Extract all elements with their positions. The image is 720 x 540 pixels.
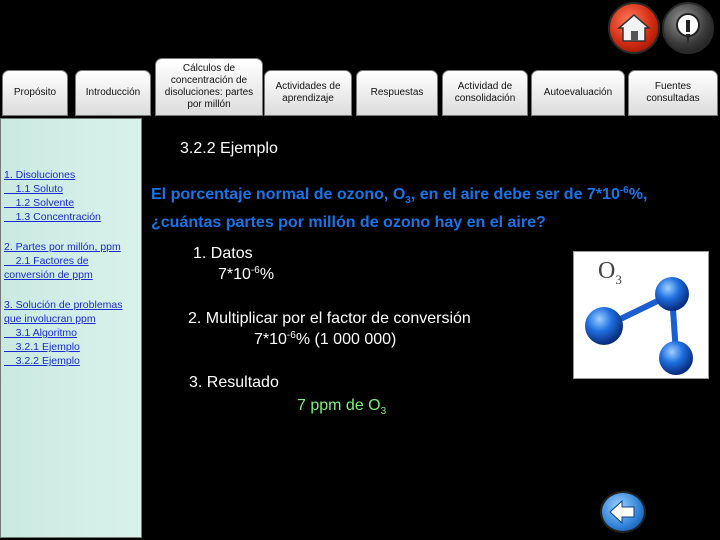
step3-result: 7 ppm de $O_3$: [297, 397, 387, 418]
step2-value: $7*10^{-6}\%$ (1 000 000): [254, 330, 397, 348]
sidebar-item-algoritmo[interactable]: 3.1 Algoritmo: [4, 327, 77, 339]
tab-calculos-ppm[interactable]: Cálculos de concentración de disoluciones: partes por millón: [155, 58, 263, 116]
tab-respuestas[interactable]: Respuestas: [356, 70, 438, 116]
section-heading: 3.2.2 Ejemplo: [180, 140, 278, 157]
tab-actividad-consolidacion[interactable]: Actividad de consolidación: [442, 70, 528, 116]
ozone-molecule-icon: [574, 252, 710, 380]
info-button[interactable]: [662, 2, 714, 54]
step1-title: 1. Datos: [193, 245, 253, 262]
sidebar-item-factores-cont[interactable]: conversión de ppm: [4, 269, 93, 281]
sidebar-item-disoluciones[interactable]: 1. Disoluciones: [4, 169, 76, 181]
tab-autoevaluacion[interactable]: Autoevaluación: [531, 70, 625, 116]
ozone-molecule-image: [573, 251, 709, 379]
info-icon: [673, 10, 703, 46]
home-icon: [617, 13, 651, 43]
step1-value: $7*10^{-6}\%$: [218, 265, 275, 283]
sidebar-item-concentracion[interactable]: 1.3 Concentración: [4, 211, 101, 223]
tab-proposito[interactable]: Propósito: [2, 70, 68, 116]
sidebar-item-soluto[interactable]: 1.1 Soluto: [4, 183, 63, 195]
back-button[interactable]: [600, 491, 646, 533]
home-button[interactable]: [608, 2, 660, 54]
sidebar-item-ejemplo-322[interactable]: 3.2.2 Ejemplo: [4, 355, 80, 367]
sidebar-item-ejemplo-321[interactable]: 3.2.1 Ejemplo: [4, 341, 80, 353]
back-arrow-icon: [602, 493, 644, 531]
step3-title: 3. Resultado: [189, 374, 279, 391]
tab-fuentes-consultadas[interactable]: Fuentes consultadas: [628, 70, 718, 116]
tab-actividades-aprendizaje[interactable]: Actividades de aprendizaje: [264, 70, 352, 116]
sidebar-nav: [0, 118, 142, 538]
sidebar-item-solucion-problemas[interactable]: 3. Solución de problemas: [4, 299, 123, 311]
problem-statement: El porcentaje normal de ozono, $O_3$, en el aire debe ser de $7*10^{-6}\%$, ¿cuántas partes por millón de ozono hay en el aire?: [151, 185, 648, 232]
sidebar-item-factores[interactable]: 2.1 Factores de: [4, 255, 89, 267]
step2-title: 2. Multiplicar por el factor de conversión: [188, 310, 471, 327]
sidebar-item-solvente[interactable]: 1.2 Solvente: [4, 197, 75, 209]
molecule-label: $O_3$: [598, 258, 622, 287]
sidebar-item-ppm[interactable]: 2. Partes por millón, ppm: [4, 241, 121, 253]
tab-introduccion[interactable]: Introducción: [75, 70, 151, 116]
sidebar-item-solucion-problemas-cont[interactable]: que involucran ppm: [4, 313, 96, 325]
